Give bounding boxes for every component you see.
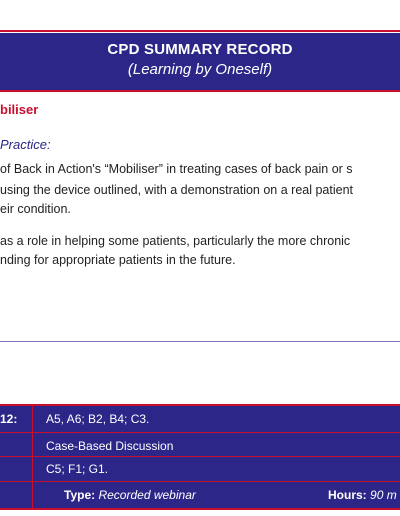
page-title: CPD SUMMARY RECORD	[107, 41, 293, 58]
paragraph-1-line-1: of Back in Action's “Mobiliser” in treating cases of back pain or s	[0, 162, 353, 176]
page-subtitle: (Learning by Oneself)	[127, 61, 273, 78]
table-row	[0, 457, 400, 481]
header-banner	[0, 33, 400, 90]
type-value: Recorded webinar	[98, 488, 196, 502]
footer-empty-cell	[0, 482, 33, 508]
table-row	[0, 406, 400, 432]
row-value: C5; F1; G1.	[46, 462, 109, 476]
row-label	[0, 457, 33, 481]
row-value: A5, A6; B2, B4; C3.	[46, 412, 150, 426]
header-bottom-rule	[0, 90, 400, 92]
paragraph-1-line-2: using the device outlined, with a demonstration on a real patient	[0, 183, 354, 197]
table-footer-row	[0, 482, 400, 508]
row-label: 12:	[0, 406, 33, 432]
hours-value: 90 m	[370, 488, 397, 502]
topic-heading: biliser	[0, 102, 39, 117]
type-field	[64, 482, 196, 508]
type-label: Type:	[64, 488, 96, 502]
hours-field	[328, 482, 397, 508]
paragraph-2-line-2: nding for appropriate patients in the future.	[0, 253, 236, 267]
row-value: Case-Based Discussion	[46, 439, 174, 453]
paragraph-2-line-1: as a role in helping some patients, particularly the more chronic	[0, 234, 351, 248]
paragraph-1-line-3: eir condition.	[0, 202, 71, 216]
top-red-rule	[0, 30, 400, 32]
content-separator	[0, 341, 400, 342]
bottom-red-rule	[0, 508, 400, 510]
practice-heading: Practice:	[0, 137, 51, 152]
hours-label: Hours:	[328, 488, 367, 502]
